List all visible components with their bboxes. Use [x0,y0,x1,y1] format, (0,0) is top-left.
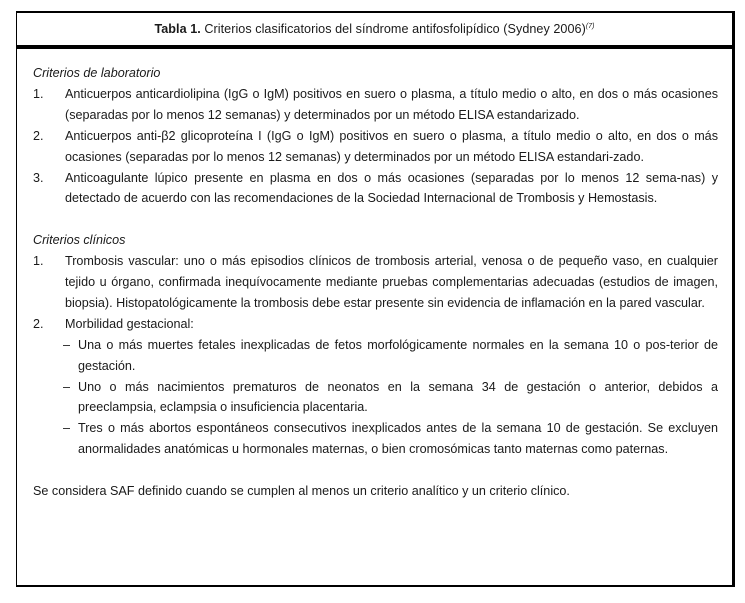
clinical-subitem [33,335,718,377]
clinical-criterion-item [33,251,718,314]
dash-bullet: – [63,421,71,436]
item-number: 1. [33,254,44,269]
subitem-text: Una o más muertes fetales inexplicadas de fetos morfológicamente normales en la semana 10 o pos-terior de gestación. [78,337,718,373]
item-text: Trombosis vascular: uno o más episodios clínicos de trombosis arterial, venosa o de pequeño vaso, en cualquier tejido u órgano, confirmada inequívocamente mediante pruebas complementarias adecuadas (estudios de imagen, biopsia). Histopatológicamente la trombosis debe estar presente sin evidencia de inflamación en la pared vascular. [65,254,718,310]
definition-note: Se considera SAF definido cuando se cumplen al menos un criterio analítico y un criterio clínico. [33,484,570,499]
dash-bullet: – [63,379,71,394]
section-heading-laboratory: Criterios de laboratorio [33,66,161,80]
table-caption [17,13,732,45]
reference-superscript: (7) [585,23,595,30]
lab-criterion-item [33,126,718,168]
clinical-criterion-item [33,314,718,335]
table-label: Tabla 1. [154,22,201,36]
table-body [33,63,718,502]
spacer [33,460,718,481]
dash-bullet: – [63,337,71,352]
lab-criterion-item [33,168,718,210]
section-heading-clinical: Criterios clínicos [33,233,126,248]
item-number: 1. [33,86,44,101]
subitem-text: Uno o más nacimientos prematuros de neonatos en la semana 34 de gestación o anterior, debidos a preeclampsia, eclampsia o insuficiencia placentaria. [78,379,718,415]
item-text: Anticuerpos anti-β2 glicoproteína I (IgG o IgM) positivos en suero o plasma, a título medio o alto, en dos o más ocasiones (separadas por lo menos 12 semanas) y determinados por un método ELISA estandari-zado. [65,128,718,164]
item-text: Anticoagulante lúpico presente en plasma en dos o más ocasiones (separadas por lo menos 12 sema-nas) y detectado de acuerdo con las recomendaciones de la Sociedad Internacional de Trombosis y Hemostasis. [65,170,718,206]
subitem-text: Tres o más abortos espontáneos consecutivos inexplicados antes de la semana 10 de gestación. Se excluyen anormalidades anatómicas u hormonales maternas, o bien cromosómicas tanto maternas como paternas. [78,421,718,457]
lab-criterion-item [33,84,718,126]
item-number: 2. [33,316,44,331]
spacer [33,209,718,230]
table-title: Criterios clasificatorios del síndrome antifosfolipídico (Sydney 2006) [204,22,586,36]
criteria-table [16,11,735,587]
item-text: Morbilidad gestacional: [65,316,194,331]
item-number: 2. [33,128,44,143]
clinical-subitem [33,418,718,460]
clinical-subitem [33,377,718,419]
item-number: 3. [33,170,44,185]
item-text: Anticuerpos anticardiolipina (IgG o IgM) positivos en suero o plasma, a título medio o alto, en dos o más ocasiones (separadas por lo menos 12 semanas) y determinados por un método ELISA estandarizado. [65,86,718,122]
header-divider [17,45,732,49]
